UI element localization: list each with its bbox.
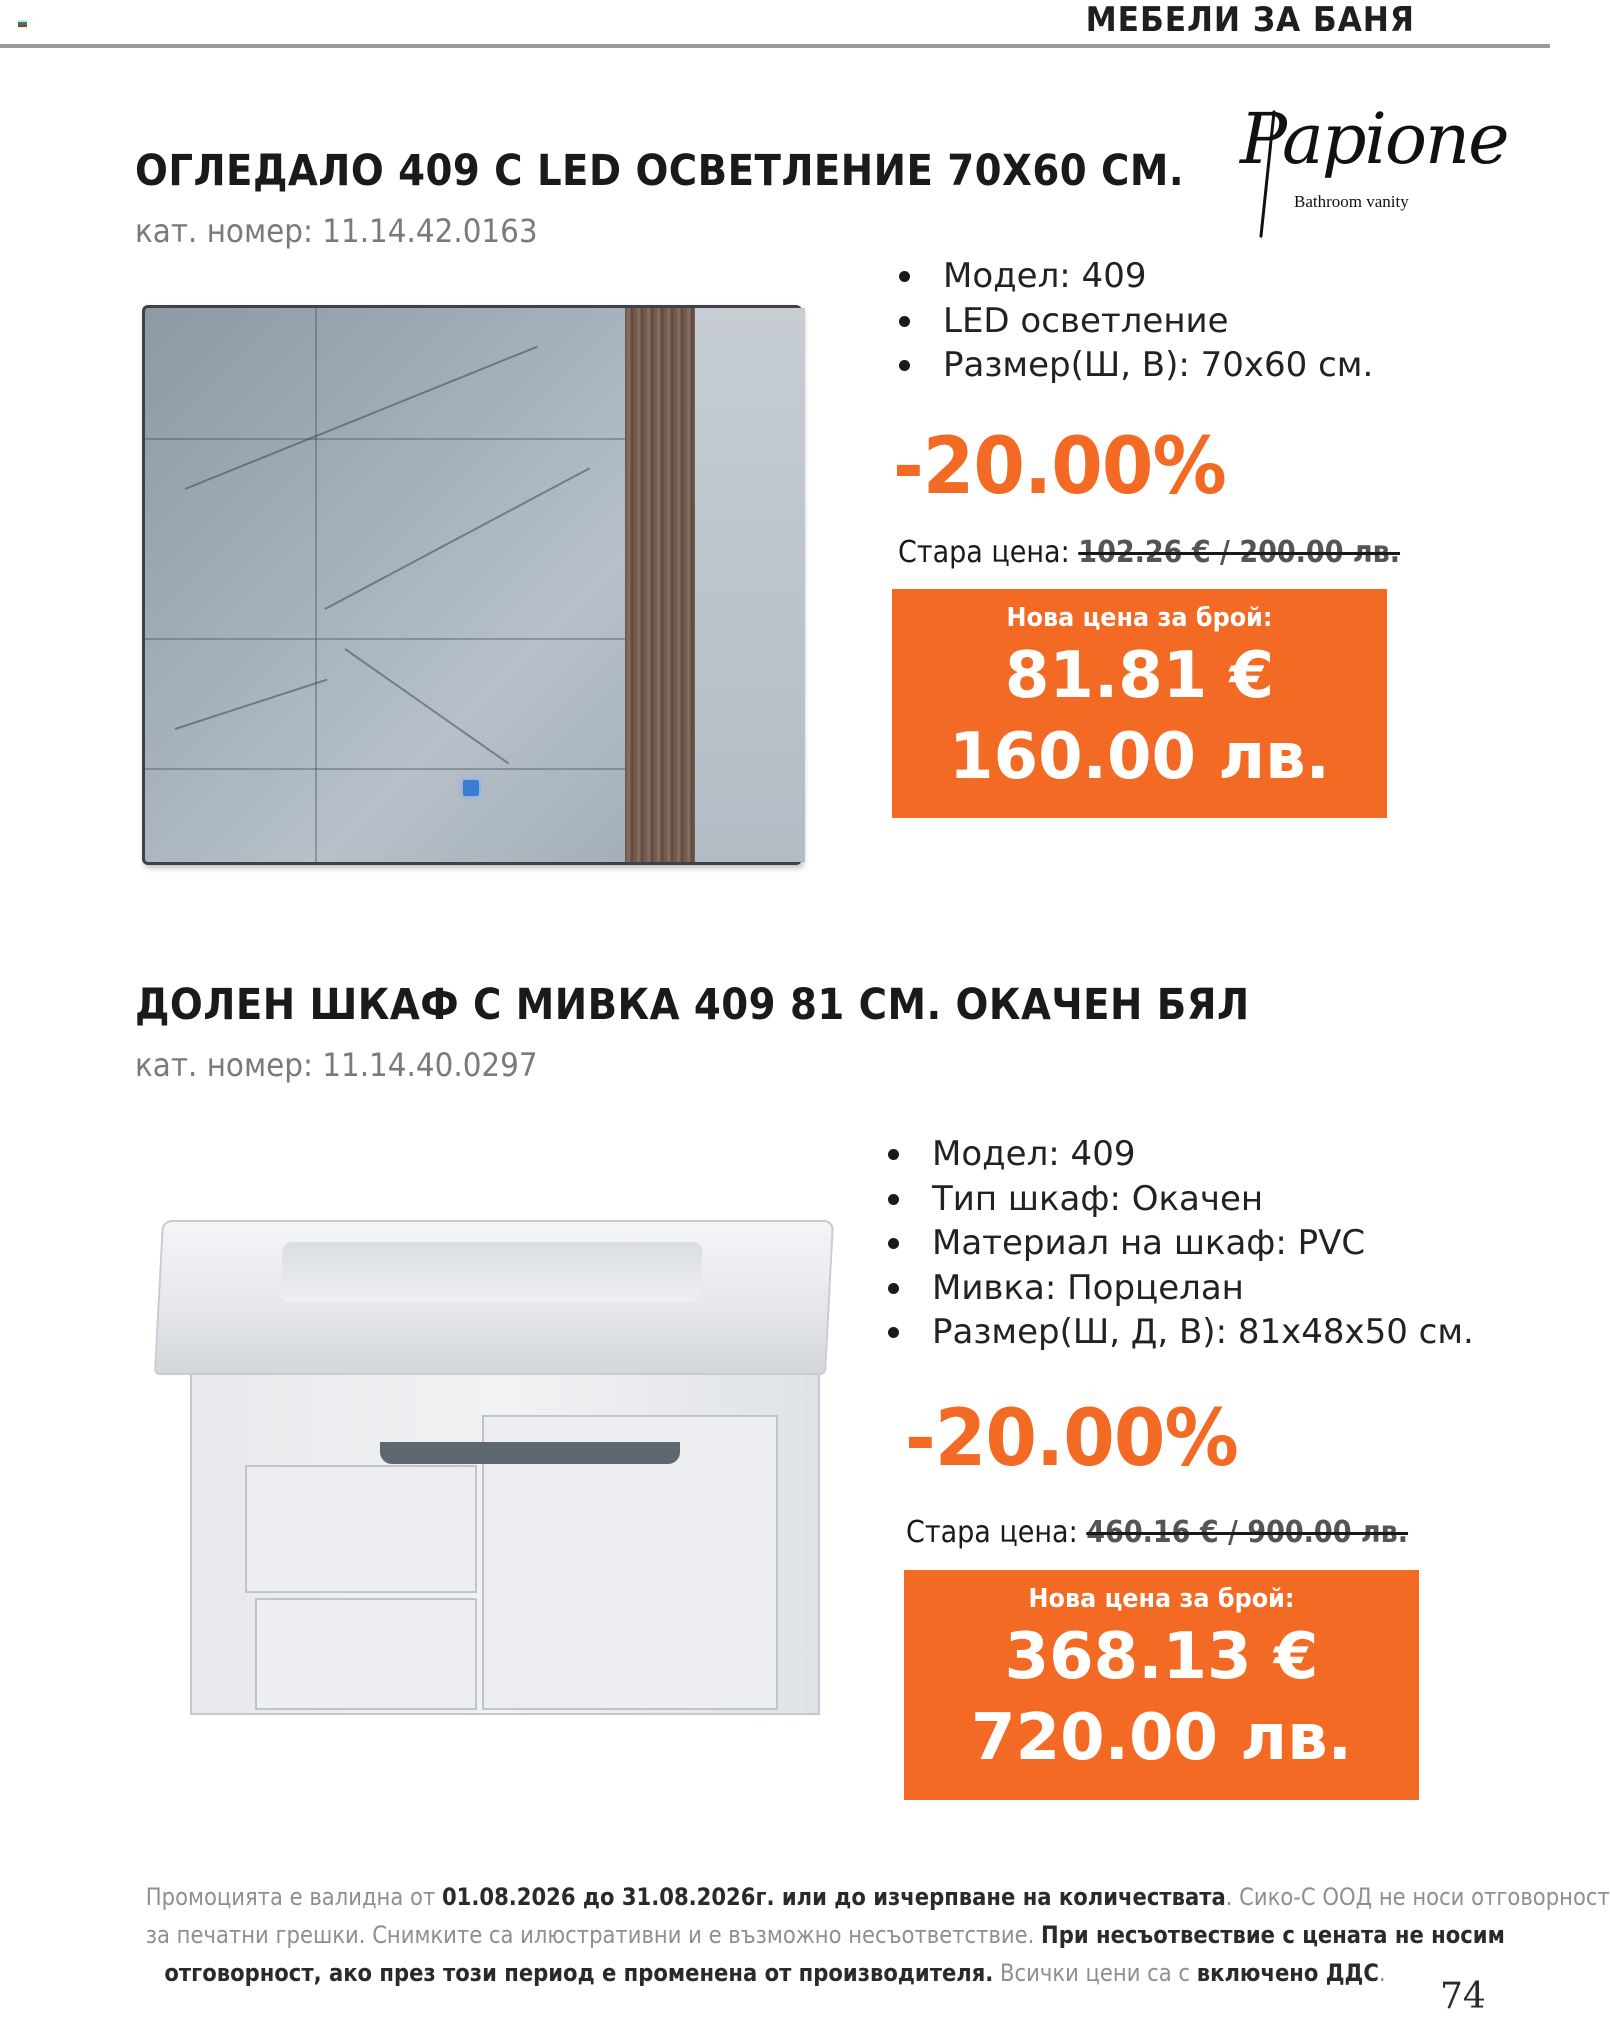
feature-item: Размер(Ш, Д, В): 81х48х50 см. <box>884 1310 1474 1355</box>
marble-vein <box>175 679 328 730</box>
mirror-product-image <box>142 305 802 865</box>
tile-line <box>145 638 625 640</box>
disclaimer-bold: отговорност, ако през този период е променена от производителя. <box>164 1959 994 1987</box>
disclaimer-dates: 01.08.2026 до 31.08.2026г. или до изчерпване на количествата <box>441 1883 1226 1911</box>
old-price <box>898 535 1400 570</box>
led-touch-sensor-icon <box>463 780 479 796</box>
feature-item: LED осветление <box>895 299 1373 344</box>
feature-item: Размер(Ш, В): 70х60 см. <box>895 343 1373 388</box>
cabinet-handle <box>380 1442 680 1464</box>
old-price-label: Стара цена: <box>898 535 1070 570</box>
brand-logo <box>1228 88 1508 248</box>
disclaimer-text: за печатни грешки. Снимките са илюстративни и е възможно несъответствие. <box>145 1921 1042 1949</box>
new-price-box <box>892 589 1387 818</box>
product-title: ДОЛЕН ШКАФ С МИВКА 409 81 СМ. ОКАЧЕН БЯЛ <box>135 980 1250 1030</box>
tile-line <box>315 308 317 862</box>
disclaimer-text: . <box>1378 1959 1386 1987</box>
old-price-value: 460.16 € / 900.00 лв. <box>1086 1515 1409 1550</box>
catalog-number: кат. номер: 11.14.40.0297 <box>135 1046 538 1084</box>
wood-slat-panel <box>625 308 695 862</box>
new-price-bgn: 160.00 лв. <box>949 720 1330 794</box>
new-price-bgn: 720.00 лв. <box>971 1701 1352 1775</box>
new-price-label: Нова цена за брой: <box>1006 603 1273 633</box>
disclaimer-bold: При несъотвествие с цената не носим <box>1041 1921 1505 1949</box>
feature-item: Модел: 409 <box>895 254 1373 299</box>
catalog-number: кат. номер: 11.14.42.0163 <box>135 212 538 250</box>
feature-item: Мивка: Порцелан <box>884 1266 1474 1311</box>
new-price-eur: 368.13 € <box>1004 1620 1319 1694</box>
discount-badge: -20.00% <box>905 1394 1238 1484</box>
page-number: 74 <box>1440 1976 1486 2017</box>
side-wall <box>695 308 805 862</box>
new-price-eur: 81.81 € <box>1004 639 1275 713</box>
cabinet-drawer <box>255 1598 477 1710</box>
disclaimer-text: Промоцията е валидна от <box>145 1883 442 1911</box>
tile-line <box>145 438 625 440</box>
marble-vein <box>185 346 538 490</box>
new-price-label: Нова цена за брой: <box>1028 1584 1295 1614</box>
porcelain-sink <box>154 1220 834 1375</box>
feature-item: Модел: 409 <box>884 1132 1474 1177</box>
disclaimer-text: . Сико-С ООД не носи отговорност <box>1225 1883 1610 1911</box>
disclaimer-text: Всички цени са с <box>993 1959 1197 1987</box>
marble-vein <box>325 467 591 610</box>
cabinet-drawer <box>245 1465 477 1593</box>
feature-item: Материал на шкаф: PVC <box>884 1221 1474 1266</box>
marble-vein <box>344 648 509 764</box>
tile-line <box>145 768 625 770</box>
legal-disclaimer <box>60 1878 1610 1992</box>
product-title: ОГЛЕДАЛО 409 С LED ОСВЕТЛЕНИЕ 70X60 СМ. <box>135 146 1184 196</box>
new-price-box <box>904 1570 1419 1800</box>
disclaimer-vat: включено ДДС <box>1196 1959 1379 1987</box>
feature-list <box>884 1132 1474 1355</box>
sink-basin <box>280 1242 703 1302</box>
disclaimer-line <box>145 1916 1505 1954</box>
cabinet-product-image <box>150 1220 840 1740</box>
disclaimer-line <box>145 1878 1610 1916</box>
feature-list <box>895 254 1373 388</box>
section-title: МЕБЕЛИ ЗА БАНЯ <box>1085 0 1415 40</box>
logo-subtitle: Bathroom vanity <box>1294 192 1409 211</box>
feature-item: Тип шкаф: Окачен <box>884 1177 1474 1222</box>
disclaimer-line <box>146 1954 1404 1992</box>
old-price-value: 102.26 € / 200.00 лв. <box>1078 535 1401 570</box>
discount-badge: -20.00% <box>893 422 1226 512</box>
old-price-label: Стара цена: <box>906 1515 1078 1550</box>
bulgarian-flag-icon <box>18 20 27 27</box>
header-divider <box>0 44 1550 48</box>
logo-script-text: Papione <box>1240 98 1508 180</box>
old-price <box>906 1515 1408 1550</box>
